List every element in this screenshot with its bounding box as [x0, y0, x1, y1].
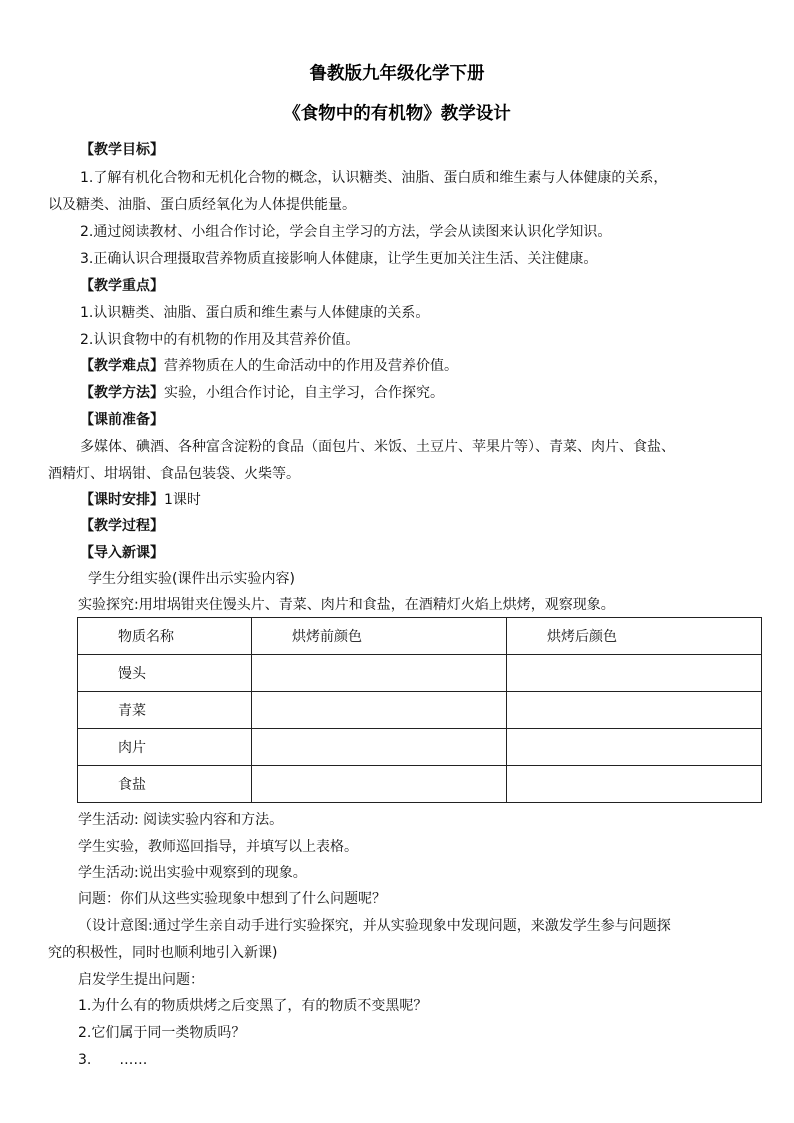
activity-line-2: 学生实验，教师巡回指导，并填写以上表格。 [78, 839, 358, 855]
process-heading: 【教学过程】 [80, 518, 164, 534]
table-cell [252, 766, 507, 803]
key-heading: 【教学重点】 [80, 278, 164, 294]
difficulty-line [80, 356, 458, 376]
prep-line-2: 酒精灯、坩埚钳、食品包装袋、火柴等。 [48, 466, 300, 482]
difficulty-heading: 【教学难点】 [80, 358, 164, 374]
question-line: 问题：你们从这些实验现象中想到了什么问题呢？ [78, 891, 386, 907]
goal-item-3: 3.正确认识合理摄取营养物质直接影响人体健康，让学生更加关注生活、关注健康。 [80, 251, 598, 267]
intro-heading: 【导入新课】 [80, 545, 164, 561]
table-cell: 食盐 [78, 766, 252, 803]
activity-line-1: 学生活动: 阅读实验内容和方法。 [78, 812, 284, 828]
goal-item-1-line-1: 1.了解有机化合物和无机化合物的概念，认识糖类、油脂、蛋白质和维生素与人体健康的关系， [80, 170, 668, 186]
prep-heading: 【课前准备】 [80, 412, 164, 428]
table-cell [507, 766, 762, 803]
goal-item-1-line-2: 以及糖类、油脂、蛋白质经氧化为人体提供能量。 [48, 197, 356, 213]
key-item-2: 2.认识食物中的有机物的作用及其营养价值。 [80, 332, 360, 348]
goal-heading: 【教学目标】 [80, 142, 164, 158]
table-cell [252, 692, 507, 729]
time-text: 1课时 [164, 492, 201, 508]
table-cell: 馒头 [78, 655, 252, 692]
time-line [80, 490, 201, 510]
table-cell [507, 692, 762, 729]
time-heading: 【课时安排】 [80, 492, 164, 508]
method-heading: 【教学方法】 [80, 385, 164, 401]
prep-line-1: 多媒体、碘酒、各种富含淀粉的食品（面包片、米饭、土豆片、苹果片等）、青菜、肉片、食盐、 [80, 439, 675, 455]
method-text: 实验，小组合作讨论，自主学习，合作探究。 [164, 385, 444, 401]
table-cell [507, 729, 762, 766]
method-line [80, 383, 444, 403]
design-intent-line-2: 究的积极性，同时也顺利地引入新课) [48, 945, 278, 961]
document-title: 鲁教版九年级化学下册 [309, 64, 485, 84]
table-cell [507, 655, 762, 692]
design-intent-line-1: （设计意图:通过学生亲自动手进行实验探究，并从实验现象中发现问题，来激发学生参与问题探 [78, 918, 671, 934]
activity-line-3: 学生活动:说出实验中观察到的现象。 [78, 865, 307, 881]
intro-line-1: 学生分组实验(课件出示实验内容) [88, 571, 295, 587]
table-row [78, 655, 762, 692]
table-header-cell: 烘烤后颜色 [507, 618, 762, 655]
question-item-3-ellipsis: …… [119, 1052, 148, 1068]
question-item-2: 2.它们属于同一类物质吗？ [78, 1025, 246, 1041]
experiment-table [77, 617, 762, 803]
table-row [78, 729, 762, 766]
table-header-row [78, 618, 762, 655]
table-row [78, 766, 762, 803]
table-cell [252, 655, 507, 692]
table-header-cell: 烘烤前颜色 [252, 618, 507, 655]
table-header-cell: 物质名称 [78, 618, 252, 655]
table-cell: 青菜 [78, 692, 252, 729]
question-item-3 [78, 1050, 147, 1070]
goal-item-2: 2.通过阅读教材、小组合作讨论，学会自主学习的方法，学会从读图来认识化学知识。 [80, 224, 612, 240]
table-row [78, 692, 762, 729]
table-cell: 肉片 [78, 729, 252, 766]
question-item-1: 1.为什么有的物质烘烤之后变黑了，有的物质不变黑呢？ [78, 998, 428, 1014]
prompt-line: 启发学生提出问题： [78, 972, 204, 988]
document-subtitle: 《食物中的有机物》教学设计 [283, 104, 511, 124]
key-item-1: 1.认识糖类、油脂、蛋白质和维生素与人体健康的关系。 [80, 305, 430, 321]
difficulty-text: 营养物质在人的生命活动中的作用及营养价值。 [164, 358, 458, 374]
intro-line-2: 实验探究:用坩埚钳夹住馒头片、青菜、肉片和食盐，在酒精灯火焰上烘烤，观察现象。 [78, 597, 615, 613]
table-cell [252, 729, 507, 766]
question-item-3-number: 3. [78, 1052, 92, 1068]
